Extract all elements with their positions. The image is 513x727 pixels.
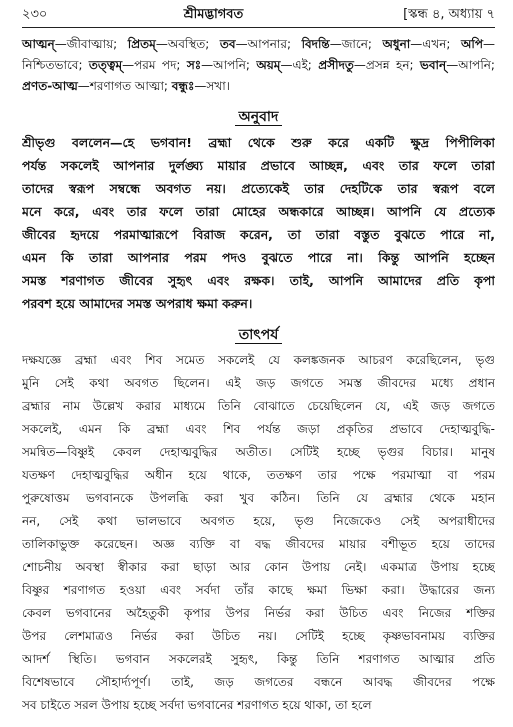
glossary-meaning: —প্রসন্ন হন;: [353, 58, 420, 72]
header-rule: [22, 27, 495, 28]
glossary-meaning: —এই;: [280, 58, 319, 72]
purport-line: তালিকাভুক্ত করেছেন। অজ্ঞ ব্যক্তি বা বদ্ধ জীবদের মায়ার বশীভূত হয়ে তাদের: [22, 537, 495, 551]
purport-line: সকলেই, এমন কি ব্রহ্মা এবং শিব পর্যন্ত জড়া প্রকৃতির প্রভাবে দেহাত্মবুদ্ধি-: [22, 422, 495, 436]
page-header: [22, 6, 495, 24]
book-title: শ্রীমদ্ভাগবত: [183, 7, 244, 22]
purport-line: ব্রহ্মার নাম উল্লেখ করার মাধ্যমে তিনি বোঝাতে চেয়েছিলেন যে, এই জড় জগতে: [22, 399, 495, 413]
glossary-meaning: —আপনার;: [235, 37, 302, 51]
glossary-meaning: —নিশ্চিতভাবে;: [22, 37, 495, 72]
translation-line: পরবশ হয়ে আমাদের সমস্ত অপরাধ ক্ষমা করুন।: [22, 296, 253, 311]
purport-line: আদর্শ স্থিতি। ভগবান সকলেরই সুহৃৎ, কিন্তু তিনি শরণাগত আত্মার প্রতি: [22, 652, 495, 666]
glossary-meaning: —শরণাগত আত্মা;: [77, 79, 172, 93]
purport-line: সমন্বিত—বিষ্ণুই কেবল দেহাত্মবুদ্ধির অতীত। সেটিই হচ্ছে ভৃগুর বিচার। মানুষ: [22, 445, 495, 459]
purport-line: সব চাইতে সরল উপায় হচ্ছে সর্বদা ভগবানের শরণাগত হয়ে থাকা, তা হলে: [22, 698, 372, 712]
glossary-term: সঃ: [186, 58, 202, 72]
purport-line: কেবল ভগবানের অহৈতুকী কৃপার উপর নির্ভর করা উচিত এবং নিজের শক্তির: [22, 606, 495, 620]
glossary-term: প্রিতম্: [127, 37, 156, 51]
glossary-term: অয়ম্: [256, 58, 281, 72]
purport-line: পুরুষোত্তম ভগবানকে উপলব্ধি করা খুব কঠিন। তিনি যে ব্রহ্মার থেকে মহান: [22, 491, 495, 505]
translation-text: [22, 131, 495, 315]
glossary-meaning: —অবস্থিত;: [155, 37, 220, 51]
purport-line: যতক্ষণ দেহাত্মবুদ্ধির অধীন হয়ে থাকে, ততক্ষণ তার পক্ষে পরমাত্মা বা পরম: [22, 468, 495, 482]
glossary-meaning: —এখন;: [410, 37, 462, 51]
word-glossary: [22, 34, 495, 97]
translation-line: সমস্ত শরণাগত জীবের সুহৃৎ এবং রক্ষক। তাই, আপনি আমাদের প্রতি কৃপা: [22, 273, 495, 288]
glossary-term: ভবান্: [419, 58, 447, 72]
purport-line: নন, সেই কথা ভালভাবে অবগত হয়ে, ভৃগু নিজেকেও সেই অপরাধীদের: [22, 514, 495, 528]
translation-heading: অনুবাদ: [22, 107, 495, 127]
glossary-term: প্রসীদতু: [318, 58, 354, 72]
glossary-meaning: —আপনি;: [446, 58, 495, 72]
glossary-meaning: —আপনি;: [201, 58, 257, 72]
section-reference: [স্কন্ধ ৪, অধ্যায় ৭: [403, 7, 495, 22]
purport-line: দক্ষযজ্ঞে ব্রহ্মা এবং শিব সমেত সকলেই যে কলঙ্কজনক আচরণ করেছিলেন, ভৃগু: [22, 353, 495, 367]
page-number: ২৩০: [22, 7, 48, 22]
glossary-term: বন্ধুঃ: [171, 79, 195, 93]
purport-line: বিষ্ণুর শরণাগত হওয়া এবং সর্বদা তাঁর কাছে ক্ষমা ভিক্ষা করা। উদ্ধারের জন্য: [22, 583, 495, 597]
purport-line: উপর লেশমাত্রও নির্ভর করা উচিত নয়। সেটিই হচ্ছে কৃষ্ণভাবনাময় ব্যক্তির: [22, 629, 495, 643]
glossary-meaning: —জীবাত্মায়;: [54, 37, 128, 51]
translation-line: জীবের হৃদয়ে পরমাত্মারূপে বিরাজ করেন, তা তারা বস্তুত বুঝতে পারে না,: [22, 227, 495, 242]
glossary-term: তত্ত্বম্: [88, 58, 123, 72]
glossary-term: অপি: [461, 37, 483, 51]
translation-line: শ্রীভৃগু বললেন—হে ভগবান! ব্রহ্মা থেকে শুরু করে একটি ক্ষুদ্র পিপীলিকা: [22, 135, 495, 150]
purport-text: [22, 349, 495, 717]
glossary-meaning: —জানে;: [329, 37, 383, 51]
translation-line: এমন কি তারা আপনার পরম পদও বুঝতে পারে না। কিন্তু আপনি হচ্ছেন: [22, 250, 495, 265]
glossary-term: আত্মন্: [22, 37, 55, 51]
glossary-term: তব: [219, 37, 236, 51]
glossary-term: বিদন্তি: [301, 37, 330, 51]
translation-line: মনে করে, এবং তার ফলে তারা মোহের অন্ধকারে আচ্ছন্ন। আপনি যে প্রত্যেক: [22, 204, 495, 219]
glossary-meaning: —সখা।: [194, 79, 230, 93]
translation-line: পর্যন্ত সকলেই আপনার দুর্লঙ্ঘ্য মায়ার প্রভাবে আচ্ছন্ন, এবং তার ফলে তারা: [22, 158, 495, 173]
glossary-term: প্রণত-আত্ম: [22, 79, 78, 93]
purport-line: মুনি সেই কথা অবগত ছিলেন। এই জড় জগতে সমস্ত জীবদের মধ্যে প্রধান: [22, 376, 495, 390]
glossary-term: অধুনা: [382, 37, 411, 51]
purport-line: শোচনীয় অবস্থা স্বীকার করা ছাড়া আর কোন উপায় নেই। একমাত্র উপায় হচ্ছে: [22, 560, 495, 574]
purport-heading: তাৎপর্য: [22, 325, 495, 345]
purport-line: বিশেষভাবে সৌহার্দ্যপূর্ণ। তাই, জড় জগতের বন্ধনে আবদ্ধ জীবদের পক্ষে: [22, 675, 495, 689]
glossary-meaning: —পরম পদ;: [122, 58, 187, 72]
translation-line: তাদের স্বরূপ সম্বন্ধে অবগত নয়। প্রত্যেকেই তার দেহটিকে তার স্বরূপ বলে: [22, 181, 495, 196]
